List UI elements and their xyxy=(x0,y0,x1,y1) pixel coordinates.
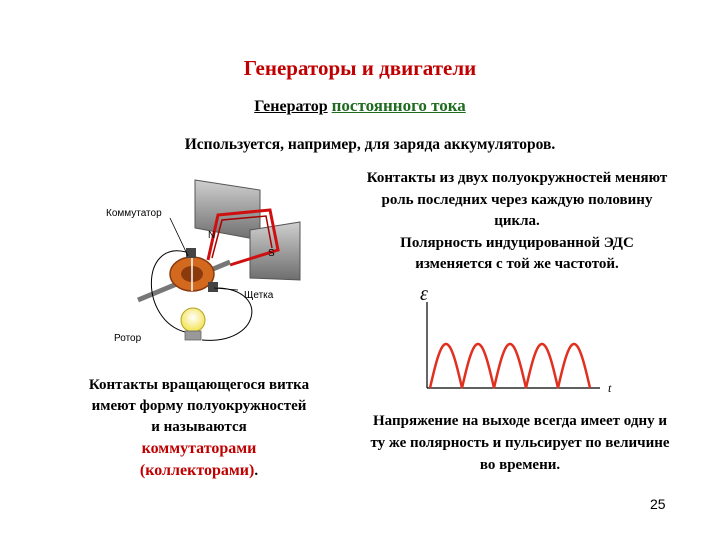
label-brush: Щетка xyxy=(244,290,274,301)
commutator-term: коммутаторами (коллекторами) xyxy=(139,440,257,479)
output-voltage-text: Напряжение на выходе всегда имеет одну и ту же полярность и пульсирует по величине во времени. xyxy=(370,413,670,473)
contacts-text: Контакты из двух полуокружностей меняют роль последних через каждую половину цикла. xyxy=(366,170,668,229)
slide-title: Генераторы и двигатели xyxy=(243,56,477,80)
label-commutator: Коммутатор xyxy=(106,208,162,219)
commutator-description: Контакты вращающегося витка имеют форму полуокружностей и называются коммутаторами (коллекторами). xyxy=(88,377,310,479)
subtitle-part-generator: Генератор xyxy=(254,98,328,115)
slide-subtitle xyxy=(0,96,720,116)
brush-bottom xyxy=(208,282,218,292)
brush-top xyxy=(186,248,196,258)
label-S: S xyxy=(268,248,275,259)
usage-text: Используется, например, для заряда аккумуляторов. xyxy=(184,136,556,153)
emf-chart xyxy=(400,282,630,402)
polarity-text: Полярность индуцированной ЭДС изменяется с той же частотой. xyxy=(400,234,634,272)
subtitle-part-dc: постоянного тока xyxy=(331,96,466,115)
label-rotor: Ротор xyxy=(114,333,142,344)
label-N: N xyxy=(208,230,216,241)
x-axis-label: t xyxy=(608,381,612,395)
right-text-block xyxy=(362,168,672,276)
page-number: 25 xyxy=(650,496,666,512)
bulb xyxy=(181,308,205,332)
emf-series-line xyxy=(430,344,590,388)
bulb-base xyxy=(185,331,201,340)
y-axis-label: ε xyxy=(420,283,428,305)
